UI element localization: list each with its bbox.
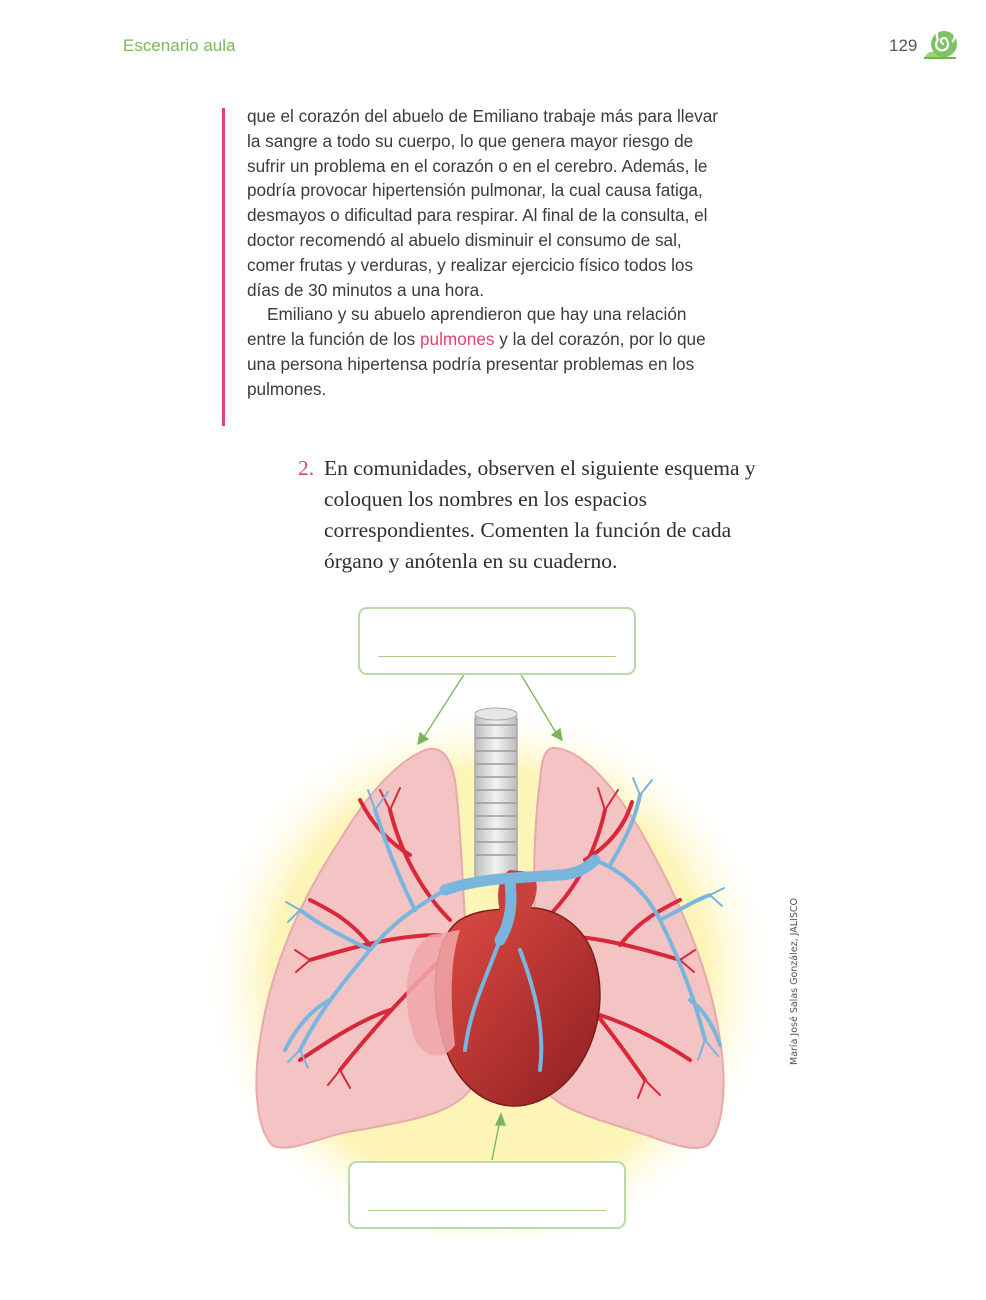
- heart-answer-line: [368, 1210, 606, 1211]
- section-title: Escenario aula: [123, 36, 236, 55]
- lungs-label-box[interactable]: [358, 607, 636, 675]
- activity-2: [298, 453, 768, 577]
- page-number: 129: [889, 36, 918, 55]
- reading-text: [247, 104, 727, 402]
- keyword-pulmones: pulmones: [419, 329, 495, 350]
- lungs-answer-line: [378, 656, 616, 657]
- illustration-credit: María José Salas González, JALISCO: [789, 898, 800, 1065]
- quote-bar: [222, 108, 225, 426]
- paragraph-2-start: Emiliano y su abuelo aprendieron que hay una relación entre la función de los: [247, 304, 687, 350]
- lungs-heart-diagram: [200, 590, 780, 1240]
- activity-instruction: En comunidades, observen el siguiente esquema y coloquen los nombres en los espacios correspondientes. Comenten la función de cada órgano y anótenla en su cuaderno.: [324, 456, 756, 573]
- snail-icon: [922, 28, 960, 62]
- activity-number: 2.: [298, 456, 315, 480]
- paragraph-2: [247, 302, 727, 401]
- paragraph-1: que el corazón del abuelo de Emiliano trabaje más para llevar la sangre a todo su cuerpo, lo que genera mayor riesgo de sufrir un problema en el corazón o en el cerebro. Además, le podría provocar hipertensión pulmonar, la cual causa fatiga, desmayos o dificultad para respirar. Al final de la consulta, el doctor recomendó al abuelo disminuir el consumo de sal, comer frutas y verduras, y realizar ejercicio físico todos los días de 30 minutos a una hora.: [247, 106, 719, 300]
- heart-label-box[interactable]: [348, 1161, 626, 1229]
- paragraph-2-end: y la del corazón, por lo que una persona hipertensa podría presentar problemas en los pulmones.: [247, 329, 706, 399]
- trachea-illustration: [475, 708, 517, 882]
